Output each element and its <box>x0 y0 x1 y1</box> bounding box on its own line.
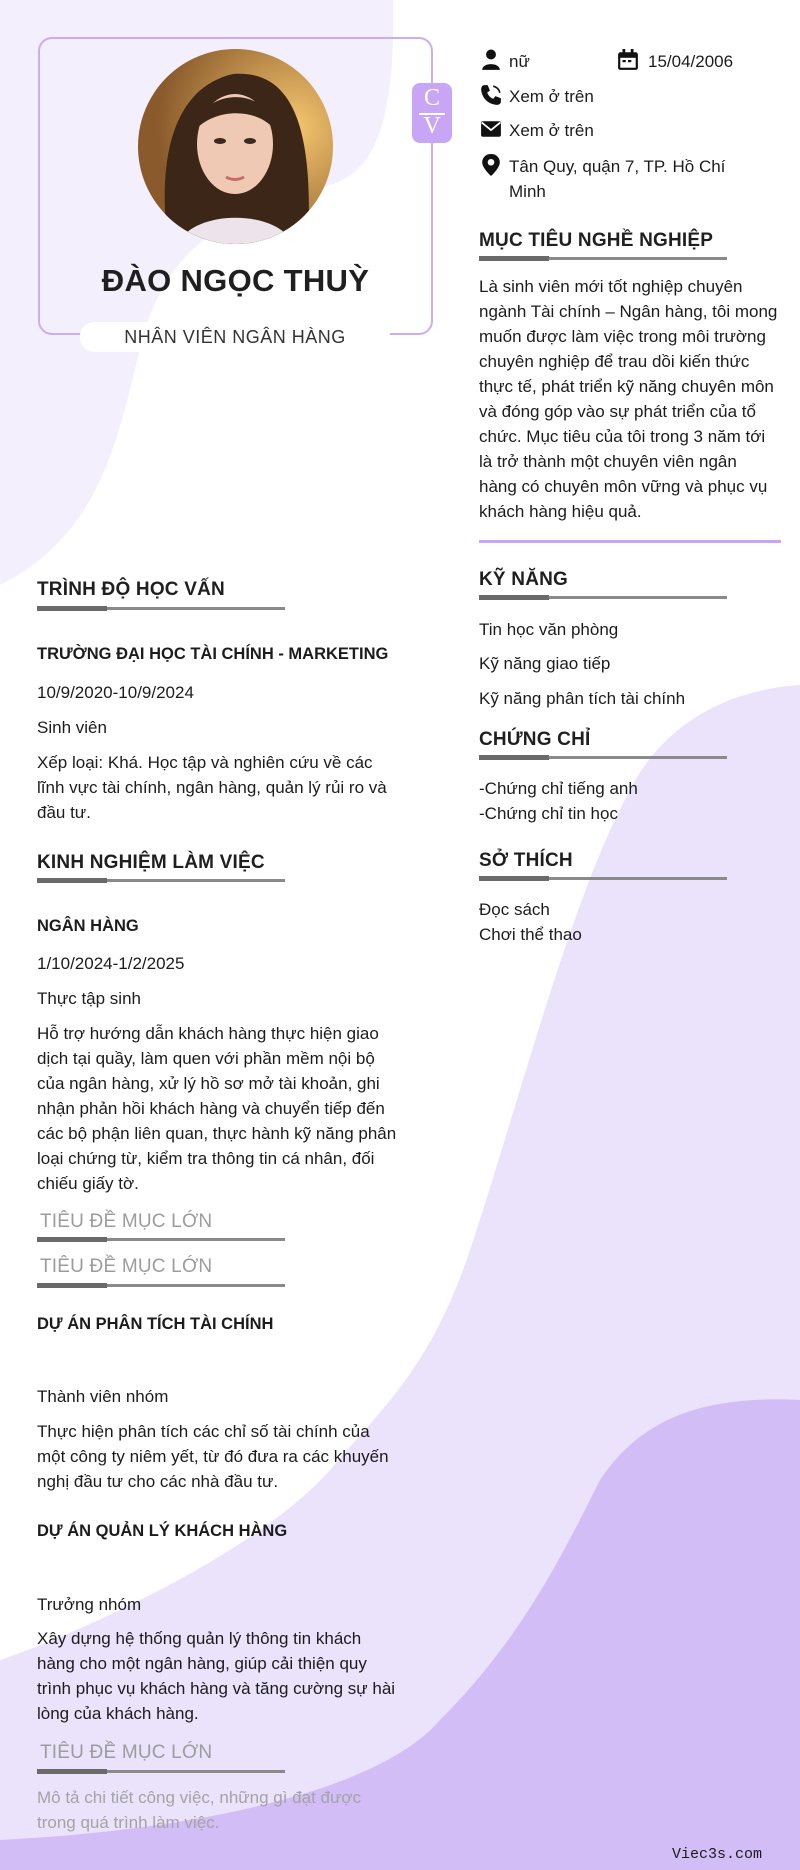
certificates-heading: CHỨNG CHỈ <box>479 729 591 750</box>
placeholder-heading: TIÊU ĐỀ MỤC LỚN <box>40 1256 213 1277</box>
person-icon <box>480 49 502 71</box>
placeholder-heading: TIÊU ĐỀ MỤC LỚN <box>40 1742 213 1763</box>
email-text: Xem ở trên <box>509 121 594 140</box>
school-name: TRƯỜNG ĐẠI HỌC TÀI CHÍNH - MARKETING <box>37 645 389 663</box>
skills-heading: KỸ NĂNG <box>479 569 569 590</box>
birthday-text: 15/04/2006 <box>648 52 734 71</box>
experience-period: 1/10/2024-1/2/2025 <box>37 954 185 973</box>
objective-text: Là sinh viên mới tốt nghiệp chuyên ngành Tài chính – Ngân hàng, tôi mong muốn được làm việc trong môi trường chuyên nghiệp để trau dồi kiến thức thực tế, phát triển kỹ năng chuyên môn và đóng góp vào sự phát triển của tổ chức. Mục tiêu của tôi trong 3 năm tới là trở thành một chuyên viên ngân hàng có chuyên môn vững và phục vụ khách hàng hiệu quả. <box>479 277 778 521</box>
project-description: Thực hiện phân tích các chỉ số tài chính của một công ty niêm yết, từ đó đưa ra các khuyến nghị đầu tư cho các nhà đầu tư. <box>37 1422 389 1491</box>
address-line-1: Tân Quy, quận 7, TP. Hồ Chí <box>509 157 726 176</box>
company-name: NGÂN HÀNG <box>37 917 139 935</box>
placeholder-description: Mô tả chi tiết công việc, những gì đạt được trong quá trình làm việc. <box>37 1788 362 1832</box>
placeholder-underline <box>37 1770 285 1773</box>
experience-position: Thực tập sinh <box>37 989 141 1008</box>
watermark: Viec3s.com <box>672 1846 763 1863</box>
hobbies-heading: SỞ THÍCH <box>479 850 573 871</box>
cv-badge <box>412 83 452 143</box>
cv-badge-top: C <box>423 85 440 111</box>
skill-item: Kỹ năng phân tích tài chính <box>479 689 686 708</box>
hobby-item: Chơi thể thao <box>479 925 582 944</box>
hobby-item: Đọc sách <box>479 900 550 919</box>
candidate-name: ĐÀO NGỌC THUỲ <box>101 263 370 298</box>
hobbies-underline <box>479 877 727 880</box>
experience-underline <box>37 879 285 882</box>
project-role: Thành viên nhóm <box>37 1387 169 1406</box>
map-pin-icon <box>480 154 502 176</box>
objective-underline <box>479 257 727 260</box>
placeholder-heading: TIÊU ĐỀ MỤC LỚN <box>40 1211 213 1232</box>
education-underline <box>37 607 285 610</box>
cv-badge-bottom: V <box>423 113 441 139</box>
project-name: DỰ ÁN PHÂN TÍCH TÀI CHÍNH <box>37 1315 274 1333</box>
skills-underline <box>479 596 727 599</box>
objective-divider <box>479 540 781 543</box>
skill-item: Tin học văn phòng <box>479 620 619 639</box>
gender-text: nữ <box>509 52 530 71</box>
certificate-item: -Chứng chỉ tin học <box>479 804 618 823</box>
certificates-underline <box>479 756 727 759</box>
project-name: DỰ ÁN QUẢN LÝ KHÁCH HÀNG <box>37 1522 288 1540</box>
skill-item: Kỹ năng giao tiếp <box>479 654 611 673</box>
placeholder-underline <box>37 1284 285 1287</box>
education-description: Xếp loại: Khá. Học tập và nghiên cứu về các lĩnh vực tài chính, ngân hàng, quản lý rủi ro và đầu tư. <box>37 753 387 822</box>
experience-heading: KINH NGHIỆM LÀM VIỆC <box>37 852 265 873</box>
phone-icon <box>480 84 502 106</box>
education-heading: TRÌNH ĐỘ HỌC VẤN <box>37 579 225 600</box>
calendar-icon <box>617 49 639 71</box>
project-role: Trưởng nhóm <box>37 1595 142 1614</box>
education-position: Sinh viên <box>37 718 107 737</box>
certificate-item: -Chứng chỉ tiếng anh <box>479 779 638 798</box>
education-period: 10/9/2020-10/9/2024 <box>37 683 194 702</box>
candidate-role: NHÂN VIÊN NGÂN HÀNG <box>124 327 346 347</box>
placeholder-underline <box>37 1238 285 1241</box>
experience-description: Hỗ trợ hướng dẫn khách hàng thực hiện giao dịch tại quầy, làm quen với phần mềm nội bộ của ngân hàng, xử lý hồ sơ mở tài khoản, ghi nhận phản hồi khách hàng và chuyển tiếp đến các bộ phận liên quan, thực hành kỹ năng phân loại chứng từ, kiểm tra thông tin cá nhân, đối chiếu giấy tờ. <box>37 1024 397 1193</box>
profile-photo <box>138 49 333 244</box>
address-line-2: Minh <box>509 182 546 201</box>
envelope-icon <box>480 118 502 140</box>
objective-heading: MỤC TIÊU NGHỀ NGHIỆP <box>479 230 714 251</box>
project-description: Xây dựng hệ thống quản lý thông tin khách hàng cho một ngân hàng, giúp cải thiện quy trình phục vụ khách hàng và tăng cường sự hài lòng của khách hàng. <box>37 1629 396 1723</box>
phone-text: Xem ở trên <box>509 87 594 106</box>
